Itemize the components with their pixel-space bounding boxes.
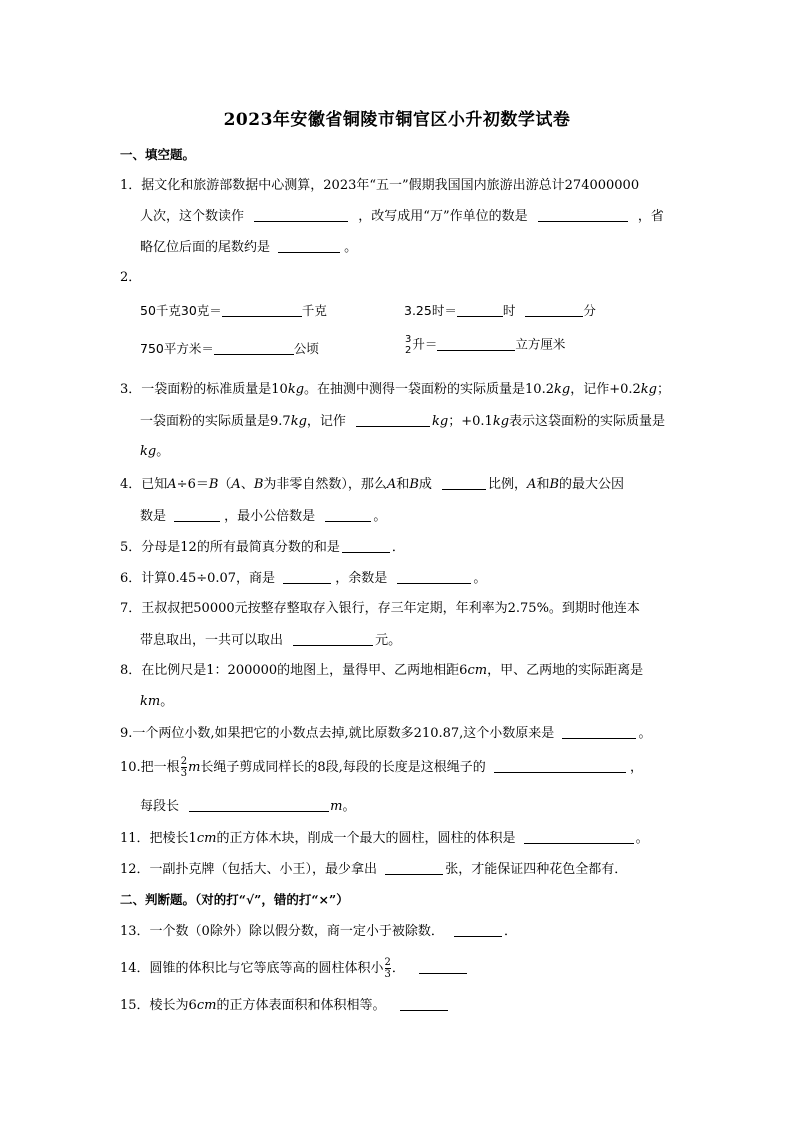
q3-text-c: ，记作+0.2 bbox=[570, 382, 641, 397]
q13-blank[interactable] bbox=[454, 922, 502, 937]
q4-text-l: ，最小公倍数是 bbox=[224, 509, 316, 524]
section-heading-fill-in: 一、填空题。 bbox=[120, 147, 196, 162]
q9-blank[interactable] bbox=[562, 724, 636, 739]
q11-text-a: 11．把棱长1 bbox=[120, 831, 197, 846]
q8-text-a: 8．在比例尺是1：200000的地图上，量得甲、乙两地相距6 bbox=[120, 663, 468, 678]
q4-text-h: 比例， bbox=[488, 477, 528, 492]
q4-var-b2: B bbox=[253, 477, 264, 492]
q3-kg-5: kg bbox=[432, 414, 449, 429]
q1-blank-wan[interactable] bbox=[538, 207, 628, 222]
q4-blank-lcm[interactable] bbox=[325, 507, 371, 522]
q4-text-m: 。 bbox=[373, 509, 387, 524]
q3-text-b: 。在抽测中测得一袋面粉的实际质量是10.2 bbox=[304, 382, 554, 397]
question-13 bbox=[120, 922, 517, 941]
q13-text-a: 13．一个数（0除外）除以假分数，商一定小于被除数． bbox=[120, 924, 444, 939]
question-7-line-2 bbox=[140, 631, 401, 650]
q4-var-b1: B bbox=[208, 477, 219, 492]
q1-text-b: ，改写成用“万”作单位的数是 bbox=[358, 209, 528, 224]
q8-km: km bbox=[140, 694, 161, 709]
q6-text-c: 。 bbox=[473, 571, 487, 586]
question-3-line-1 bbox=[120, 381, 670, 399]
question-14 bbox=[120, 957, 467, 980]
q15-text-a: 15．棱长为6 bbox=[120, 998, 197, 1013]
q4-var-b3: B bbox=[409, 477, 419, 492]
q3-text-i: 。 bbox=[156, 444, 170, 459]
q8-cm: cm bbox=[467, 663, 488, 678]
q6-text-b: ，余数是 bbox=[335, 571, 388, 586]
question-3-line-2 bbox=[140, 412, 665, 431]
question-11 bbox=[120, 829, 649, 848]
q7-blank-total[interactable] bbox=[293, 631, 373, 646]
q10-blank-length[interactable] bbox=[189, 797, 329, 812]
q3-kg-4: kg bbox=[290, 414, 307, 429]
q15-text-b: 的正方体表面积和体积相等。 bbox=[216, 998, 386, 1013]
q14-numerator: 2 bbox=[384, 957, 391, 968]
q3-kg-1: kg bbox=[287, 382, 305, 397]
q13-text-b: ． bbox=[503, 924, 517, 939]
q8-text-c: 。 bbox=[160, 694, 174, 709]
q2-b-unit-hour: 时 bbox=[502, 303, 516, 318]
q2-d-text: 升＝ bbox=[412, 336, 438, 352]
q10-fraction bbox=[181, 756, 187, 779]
q2-a-text: 50千克30克＝ bbox=[140, 303, 222, 318]
q4-var-a3: A bbox=[386, 477, 397, 492]
q6-blank-remainder[interactable] bbox=[397, 569, 471, 584]
q4-var-b4: B bbox=[549, 477, 560, 492]
q2-b-unit-minute: 分 bbox=[583, 303, 596, 318]
q2-a-unit: 千克 bbox=[301, 303, 327, 318]
q4-text-b: ÷6＝ bbox=[176, 477, 209, 492]
page-title: 2023年安徽省铜陵市铜官区小升初数学试卷 bbox=[223, 110, 571, 130]
question-10-line-2 bbox=[140, 797, 356, 816]
q7-text-a: 带息取出，一共可以取出 bbox=[140, 633, 284, 648]
q2-b-blank-hour[interactable] bbox=[457, 302, 503, 317]
q4-text-e: 为非零自然数），那么 bbox=[263, 477, 387, 492]
q12-text-b: 张，才能保证四种花色全都有． bbox=[445, 862, 628, 877]
q3-text-e: 一袋面粉的实际质量是9.7 bbox=[140, 414, 291, 429]
q3-kg-2: kg bbox=[553, 382, 571, 397]
question-10-line-1 bbox=[120, 756, 643, 779]
q3-text-a: 3．一袋面粉的标准质量是10 bbox=[120, 382, 288, 397]
q2-item-a bbox=[140, 302, 327, 320]
q11-cm: cm bbox=[196, 831, 217, 846]
q4-var-a4: A bbox=[527, 477, 537, 492]
q3-text-d: ； bbox=[656, 382, 670, 397]
q11-text-c: 。 bbox=[635, 831, 649, 846]
q3-text-h: 表示这袋面粉的实际质量是 bbox=[509, 414, 666, 429]
question-15 bbox=[120, 996, 448, 1015]
q4-text-g: 成 bbox=[418, 477, 432, 492]
q10-text-a: 10.把一根 bbox=[120, 760, 180, 775]
q2-item-c bbox=[140, 340, 319, 358]
q7-text-b: 元。 bbox=[375, 633, 402, 648]
q14-denominator: 3 bbox=[384, 969, 391, 980]
question-12 bbox=[120, 860, 627, 879]
q3-blank-record[interactable] bbox=[356, 412, 430, 427]
section-heading-true-false: 二、判断题。（对的打“√”，错的打“×”） bbox=[120, 892, 349, 907]
q3-kg-7: kg bbox=[140, 444, 157, 459]
q2-d-denominator: 2 bbox=[405, 345, 412, 356]
q10-text-c: ， bbox=[629, 760, 643, 775]
question-8-line-1 bbox=[120, 662, 643, 680]
q5-blank[interactable] bbox=[342, 538, 390, 553]
q11-blank[interactable] bbox=[524, 829, 634, 844]
q12-text-a: 12．一副扑克牌（包括大、小王），最少拿出 bbox=[120, 862, 378, 877]
q12-blank[interactable] bbox=[385, 860, 443, 875]
q15-blank[interactable] bbox=[400, 996, 448, 1011]
q4-text-c: （ bbox=[218, 477, 232, 492]
q3-kg-3: kg bbox=[640, 382, 657, 397]
q10-blank-fraction[interactable] bbox=[494, 758, 626, 773]
q2-a-blank[interactable] bbox=[222, 302, 302, 317]
q14-text-a: 14．圆锥的体积比与它等底等高的圆柱体积小 bbox=[120, 961, 384, 976]
q4-var-a1: A bbox=[167, 477, 177, 492]
q11-text-b: 的正方体木块，削成一个最大的圆柱，圆柱的体积是 bbox=[216, 831, 516, 846]
q3-text-g: ；+0.1 bbox=[448, 414, 493, 429]
q4-text-k: 数是 bbox=[140, 509, 167, 524]
q14-text-b: ． bbox=[391, 961, 405, 976]
q10-text-e: 。 bbox=[342, 799, 356, 814]
q15-cm: cm bbox=[196, 998, 217, 1013]
question-6 bbox=[120, 569, 486, 588]
q9-text-b: 。 bbox=[638, 726, 652, 741]
q6-text-a: 6．计算0.45÷0.07，商是 bbox=[120, 571, 276, 586]
question-7-line-1: 7．王叔叔把50000元按整存整取存入银行，存三年定期，年利率为2.75%。到期时他连本 bbox=[120, 601, 640, 616]
q1-blank-reading[interactable] bbox=[254, 207, 348, 222]
q4-text-f: 和 bbox=[396, 477, 410, 492]
q10-m-1: m bbox=[188, 760, 201, 775]
q10-text-b: 长绳子剪成同样长的8段,每段的长度是这根绳子的 bbox=[200, 760, 486, 775]
q2-item-d bbox=[404, 334, 565, 356]
q2-d-fraction bbox=[405, 334, 411, 356]
q4-text-j: 的最大公因 bbox=[559, 477, 625, 492]
q10-numerator: 2 bbox=[180, 756, 188, 767]
q1-text-d: 略亿位后面的尾数约是 bbox=[140, 240, 271, 255]
q3-kg-6: kg bbox=[492, 414, 510, 429]
q4-blank-gcd[interactable] bbox=[174, 507, 220, 522]
question-1-line-3 bbox=[140, 238, 357, 257]
q2-b-text: 3.25时＝ bbox=[404, 303, 457, 318]
q14-blank[interactable] bbox=[419, 959, 467, 974]
q1-text-a: 人次，这个数读作 bbox=[140, 209, 245, 224]
q4-text-d: 、 bbox=[240, 477, 254, 492]
q2-c-unit: 公顷 bbox=[293, 341, 319, 356]
question-9 bbox=[120, 724, 651, 743]
q2-d-unit: 立方厘米 bbox=[515, 336, 566, 352]
q10-m-2: m bbox=[330, 799, 343, 814]
question-2-number: 2． bbox=[120, 270, 142, 285]
question-1-line-2 bbox=[140, 207, 664, 226]
q2-c-blank[interactable] bbox=[214, 340, 294, 355]
q2-item-b bbox=[404, 302, 596, 320]
q8-text-b: ，甲、乙两地的实际距离是 bbox=[487, 663, 644, 678]
question-3-line-3 bbox=[140, 443, 169, 461]
question-4-line-1 bbox=[120, 475, 624, 494]
q6-blank-quotient[interactable] bbox=[283, 569, 331, 584]
q10-text-d: 每段长 bbox=[140, 799, 180, 814]
q1-text-e: 。 bbox=[344, 240, 358, 255]
q3-text-f: ，记作 bbox=[306, 414, 346, 429]
q2-d-blank[interactable] bbox=[437, 336, 515, 351]
q1-blank-approx[interactable] bbox=[278, 238, 340, 253]
q4-text-a: 4．已知 bbox=[120, 477, 168, 492]
q2-d-numerator: 3 bbox=[405, 334, 412, 345]
q5-text-b: ． bbox=[391, 540, 405, 555]
question-1-line-1: 1．据文化和旅游部数据中心测算，2023年“五一”假期我国国内旅游出游总计274000000 bbox=[120, 178, 640, 193]
q4-var-a2: A bbox=[231, 477, 241, 492]
q4-text-i: 和 bbox=[536, 477, 550, 492]
q4-blank-proportion[interactable] bbox=[442, 475, 486, 490]
q1-text-c: ，省 bbox=[637, 209, 664, 224]
q10-denominator: 3 bbox=[180, 768, 188, 779]
q9-text-a: 9.一个两位小数,如果把它的小数点去掉,就比原数多210.87,这个小数原来是 bbox=[120, 726, 555, 741]
q2-b-blank-minute[interactable] bbox=[525, 302, 583, 317]
question-4-line-2 bbox=[140, 507, 386, 526]
question-5 bbox=[120, 538, 405, 557]
question-8-line-2 bbox=[140, 693, 173, 711]
q5-text-a: 5．分母是12的所有最简真分数的和是 bbox=[120, 540, 340, 555]
q2-c-text: 750平方米＝ bbox=[140, 341, 214, 356]
q14-fraction bbox=[385, 957, 391, 980]
